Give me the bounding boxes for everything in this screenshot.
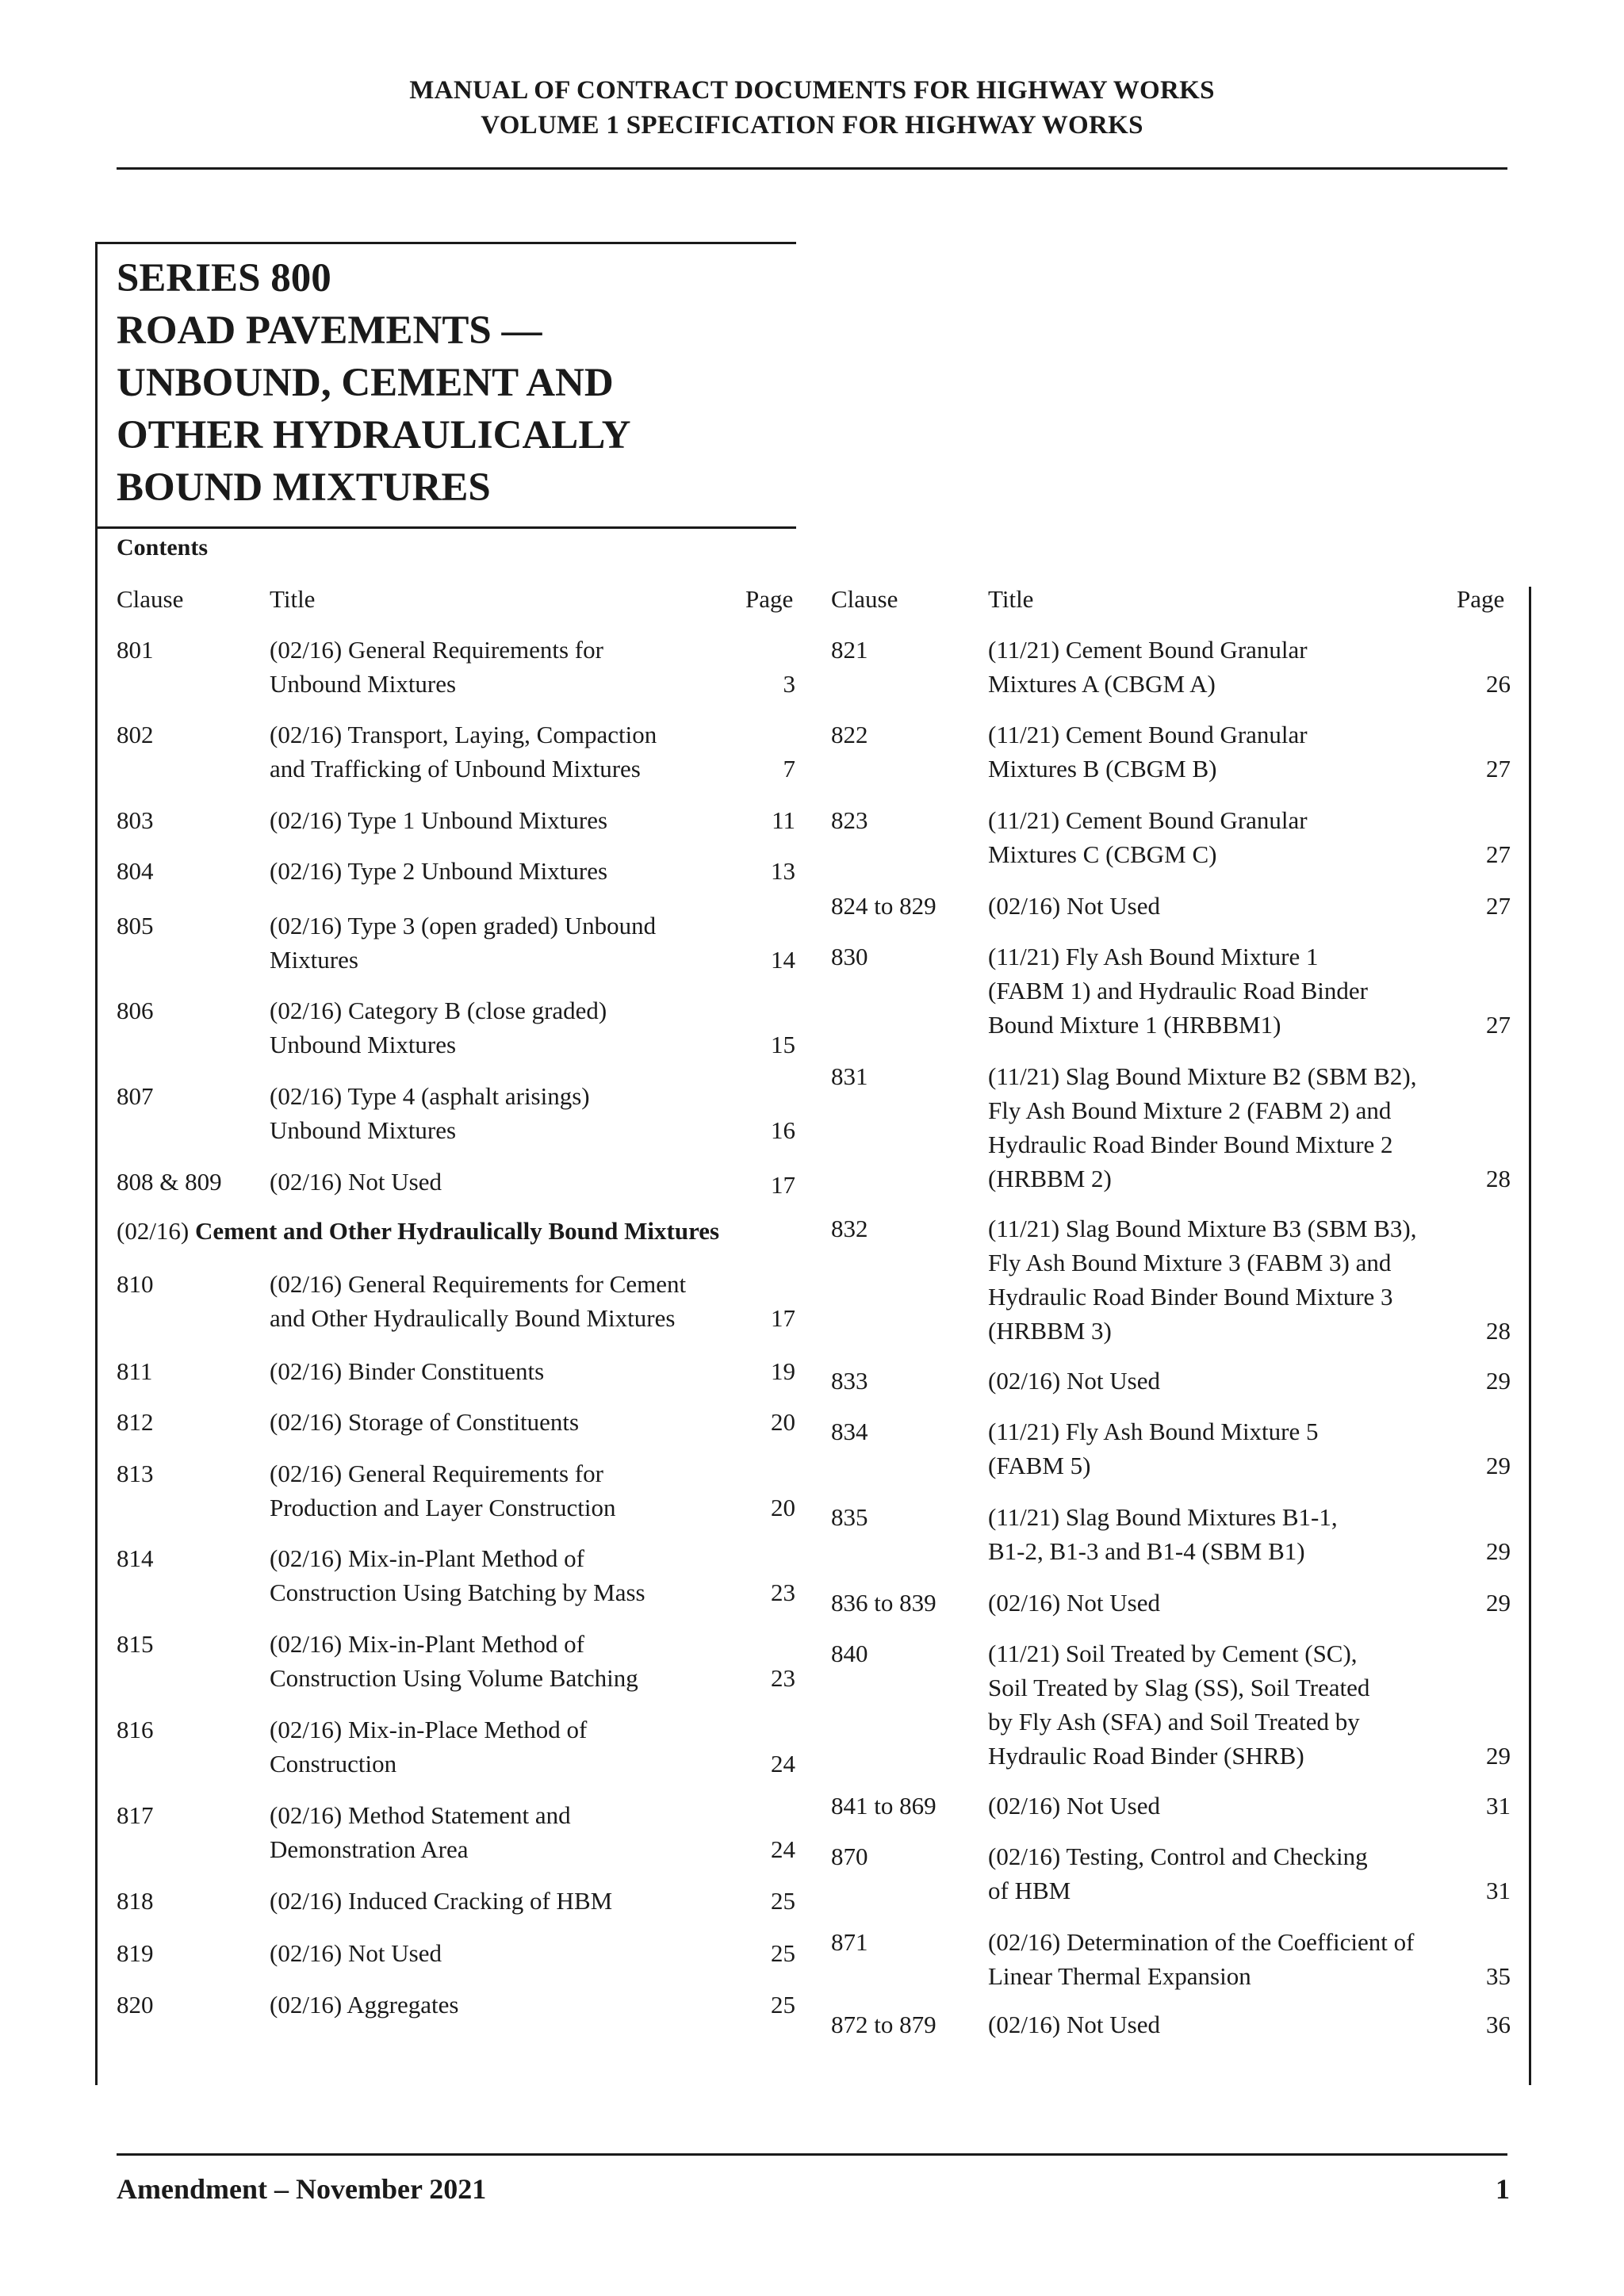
toc-subheading-date: (02/16) bbox=[117, 1217, 190, 1245]
toc-page: 23 bbox=[771, 1664, 795, 1692]
toc-clause: 805 bbox=[117, 912, 154, 939]
toc-title: (02/16) Storage of Constituents bbox=[270, 1408, 580, 1436]
toc-title: (02/16) Mix-in-Place Method of Construction bbox=[270, 1716, 588, 1777]
toc-clause: 834 bbox=[831, 1418, 868, 1445]
toc-clause: 806 bbox=[117, 997, 154, 1024]
toc-title: (02/16) General Requirements for Production and Layer Construction bbox=[270, 1460, 616, 1521]
toc-clause: 822 bbox=[831, 721, 868, 748]
toc-title: (11/21) Slag Bound Mixture B2 (SBM B2), Fly Ash Bound Mixture 2 (FABM 2) and Hydraulic Road Binder Bound Mixture 2 (HRBBM 2) bbox=[988, 1062, 1417, 1192]
toc-title: (11/21) Soil Treated by Cement (SC), Soil Treated by Slag (SS), Soil Treated by Fly Ash (SFA) and Soil Treated by Hydraulic Road Binder (SHRB) bbox=[988, 1640, 1370, 1770]
toc-clause: 815 bbox=[117, 1630, 154, 1658]
toc-clause: 816 bbox=[117, 1716, 154, 1743]
toc-subheading-text: Cement and Other Hydraulically Bound Mixtures bbox=[195, 1217, 720, 1245]
toc-clause: 840 bbox=[831, 1640, 868, 1667]
toc-page: 31 bbox=[1486, 1877, 1511, 1904]
toc-page: 19 bbox=[771, 1357, 795, 1385]
toc-title: (11/21) Cement Bound Granular Mixtures C (CBGM C) bbox=[988, 806, 1308, 868]
toc-page: 29 bbox=[1486, 1742, 1511, 1770]
toc-clause: 871 bbox=[831, 1928, 868, 1956]
right-col-head-title: Title bbox=[988, 585, 1034, 613]
header-rule bbox=[117, 167, 1507, 170]
toc-clause: 814 bbox=[117, 1544, 154, 1572]
toc-title: (02/16) Type 4 (asphalt arisings) Unbound Mixtures bbox=[270, 1082, 590, 1144]
header-line-2: VOLUME 1 SPECIFICATION FOR HIGHWAY WORKS bbox=[481, 111, 1143, 140]
toc-clause: 804 bbox=[117, 857, 154, 885]
toc-page: 29 bbox=[1486, 1452, 1511, 1479]
toc-title: (02/16) Aggregates bbox=[270, 1991, 459, 2019]
toc-clause: 813 bbox=[117, 1460, 154, 1487]
right-margin-rule bbox=[1529, 587, 1531, 2085]
toc-title: (02/16) General Requirements for Cement and Other Hydraulically Bound Mixtures bbox=[270, 1270, 687, 1332]
toc-title: (02/16) Not Used bbox=[988, 1792, 1160, 1820]
right-col-head-clause: Clause bbox=[831, 585, 898, 613]
toc-page: 24 bbox=[771, 1750, 795, 1777]
series-title-line-5: BOUND MIXTURES bbox=[117, 465, 491, 510]
right-col-head-page: Page bbox=[1457, 585, 1505, 613]
toc-subheading bbox=[117, 1217, 719, 1246]
toc-page: 29 bbox=[1486, 1537, 1511, 1565]
toc-clause: 872 to 879 bbox=[831, 2011, 936, 2038]
toc-page: 17 bbox=[771, 1304, 795, 1332]
toc-page: 17 bbox=[771, 1171, 795, 1199]
toc-clause: 833 bbox=[831, 1367, 868, 1395]
toc-page: 27 bbox=[1486, 892, 1511, 920]
toc-page: 25 bbox=[771, 1887, 795, 1915]
toc-title: (02/16) Not Used bbox=[988, 2011, 1160, 2038]
series-title-line-3: UNBOUND, CEMENT AND bbox=[117, 361, 614, 405]
toc-title: (02/16) Induced Cracking of HBM bbox=[270, 1887, 613, 1915]
toc-clause: 810 bbox=[117, 1270, 154, 1298]
toc-page: 11 bbox=[772, 806, 795, 834]
toc-clause: 831 bbox=[831, 1062, 868, 1090]
toc-title: (02/16) Transport, Laying, Compaction and Trafficking of Unbound Mixtures bbox=[270, 721, 657, 783]
toc-page: 31 bbox=[1486, 1792, 1511, 1820]
toc-clause: 807 bbox=[117, 1082, 154, 1110]
toc-page: 26 bbox=[1486, 670, 1511, 698]
toc-page: 29 bbox=[1486, 1589, 1511, 1617]
toc-page: 23 bbox=[771, 1578, 795, 1606]
footer-page-number: 1 bbox=[1496, 2173, 1510, 2205]
series-title-line-1: SERIES 800 bbox=[117, 256, 331, 300]
toc-title: (11/21) Cement Bound Granular Mixtures B (CBGM B) bbox=[988, 721, 1308, 783]
left-col-head-title: Title bbox=[270, 585, 316, 613]
toc-page: 20 bbox=[771, 1494, 795, 1521]
toc-title: (11/21) Cement Bound Granular Mixtures A (CBGM A) bbox=[988, 636, 1308, 698]
toc-clause: 812 bbox=[117, 1408, 154, 1436]
series-left-rule bbox=[95, 242, 98, 529]
toc-page: 29 bbox=[1486, 1367, 1511, 1395]
toc-title: (02/16) Category B (close graded) Unbound Mixtures bbox=[270, 997, 607, 1058]
left-col-head-clause: Clause bbox=[117, 585, 184, 613]
toc-title: (02/16) Type 1 Unbound Mixtures bbox=[270, 806, 608, 834]
toc-title: (02/16) Not Used bbox=[988, 892, 1160, 920]
toc-page: 27 bbox=[1486, 755, 1511, 783]
toc-page: 14 bbox=[771, 946, 795, 974]
toc-page: 20 bbox=[771, 1408, 795, 1436]
series-bottom-rule bbox=[95, 526, 796, 529]
toc-page: 28 bbox=[1486, 1317, 1511, 1345]
toc-title: (02/16) Type 3 (open graded) Unbound Mixtures bbox=[270, 912, 657, 974]
toc-title: (02/16) General Requirements for Unbound Mixtures bbox=[270, 636, 603, 698]
toc-clause: 870 bbox=[831, 1843, 868, 1870]
toc-clause: 841 to 869 bbox=[831, 1792, 936, 1820]
footer-amendment: Amendment – November 2021 bbox=[117, 2173, 487, 2205]
toc-title: (11/21) Fly Ash Bound Mixture 5 (FABM 5) bbox=[988, 1418, 1319, 1479]
toc-title: (02/16) Mix-in-Plant Method of Construction Using Batching by Mass bbox=[270, 1544, 645, 1606]
toc-clause: 803 bbox=[117, 806, 154, 834]
left-col-head-page: Page bbox=[745, 585, 794, 613]
toc-title: (11/21) Fly Ash Bound Mixture 1 (FABM 1) and Hydraulic Road Binder Bound Mixture 1 (HRBBM1) bbox=[988, 943, 1368, 1039]
toc-title: (02/16) Not Used bbox=[988, 1589, 1160, 1617]
toc-clause: 817 bbox=[117, 1801, 154, 1829]
toc-clause: 823 bbox=[831, 806, 868, 834]
toc-page: 27 bbox=[1486, 1011, 1511, 1039]
toc-page: 3 bbox=[783, 670, 795, 698]
header-line-1: MANUAL OF CONTRACT DOCUMENTS FOR HIGHWAY WORKS bbox=[409, 76, 1215, 105]
toc-clause: 818 bbox=[117, 1887, 154, 1915]
toc-title: (11/21) Slag Bound Mixtures B1-1, B1-2, B1-3 and B1-4 (SBM B1) bbox=[988, 1503, 1338, 1565]
series-title bbox=[117, 252, 630, 514]
footer-rule bbox=[117, 2153, 1507, 2156]
toc-title: (02/16) Not Used bbox=[270, 1168, 442, 1196]
toc-title: (11/21) Slag Bound Mixture B3 (SBM B3), Fly Ash Bound Mixture 3 (FABM 3) and Hydraulic Road Binder Bound Mixture 3 (HRBBM 3) bbox=[988, 1215, 1417, 1345]
toc-title: (02/16) Not Used bbox=[270, 1939, 442, 1967]
toc-clause: 820 bbox=[117, 1991, 154, 2019]
toc-page: 27 bbox=[1486, 840, 1511, 868]
toc-page: 16 bbox=[771, 1116, 795, 1144]
toc-title: (02/16) Mix-in-Plant Method of Construction Using Volume Batching bbox=[270, 1630, 638, 1692]
toc-page: 35 bbox=[1486, 1962, 1511, 1990]
series-title-line-2: ROAD PAVEMENTS — bbox=[117, 308, 542, 353]
toc-clause: 836 to 839 bbox=[831, 1589, 936, 1617]
toc-clause: 830 bbox=[831, 943, 868, 970]
series-title-line-4: OTHER HYDRAULICALLY bbox=[117, 413, 631, 457]
toc-page: 36 bbox=[1486, 2011, 1511, 2038]
left-margin-rule bbox=[95, 529, 98, 2085]
toc-clause: 808 & 809 bbox=[117, 1168, 222, 1196]
toc-title: (02/16) Testing, Control and Checking of HBM bbox=[988, 1843, 1368, 1904]
toc-title: (02/16) Binder Constituents bbox=[270, 1357, 545, 1385]
toc-page: 15 bbox=[771, 1031, 795, 1058]
toc-page: 25 bbox=[771, 1991, 795, 2019]
toc-page: 7 bbox=[783, 755, 795, 783]
toc-clause: 821 bbox=[831, 636, 868, 664]
toc-page: 25 bbox=[771, 1939, 795, 1967]
toc-page: 28 bbox=[1486, 1165, 1511, 1192]
toc-title: (02/16) Type 2 Unbound Mixtures bbox=[270, 857, 608, 885]
toc-clause: 835 bbox=[831, 1503, 868, 1531]
toc-page: 13 bbox=[771, 857, 795, 885]
toc-title: (02/16) Determination of the Coefficient of Linear Thermal Expansion bbox=[988, 1928, 1415, 1990]
toc-clause: 832 bbox=[831, 1215, 868, 1242]
contents-label: Contents bbox=[117, 534, 209, 561]
toc-clause: 801 bbox=[117, 636, 154, 664]
toc-clause: 811 bbox=[117, 1357, 153, 1385]
toc-page: 24 bbox=[771, 1835, 795, 1863]
series-top-rule bbox=[95, 242, 796, 244]
toc-clause: 824 to 829 bbox=[831, 892, 936, 920]
toc-clause: 819 bbox=[117, 1939, 154, 1967]
toc-title: (02/16) Method Statement and Demonstration Area bbox=[270, 1801, 571, 1863]
toc-title: (02/16) Not Used bbox=[988, 1367, 1160, 1395]
toc-clause: 802 bbox=[117, 721, 154, 748]
